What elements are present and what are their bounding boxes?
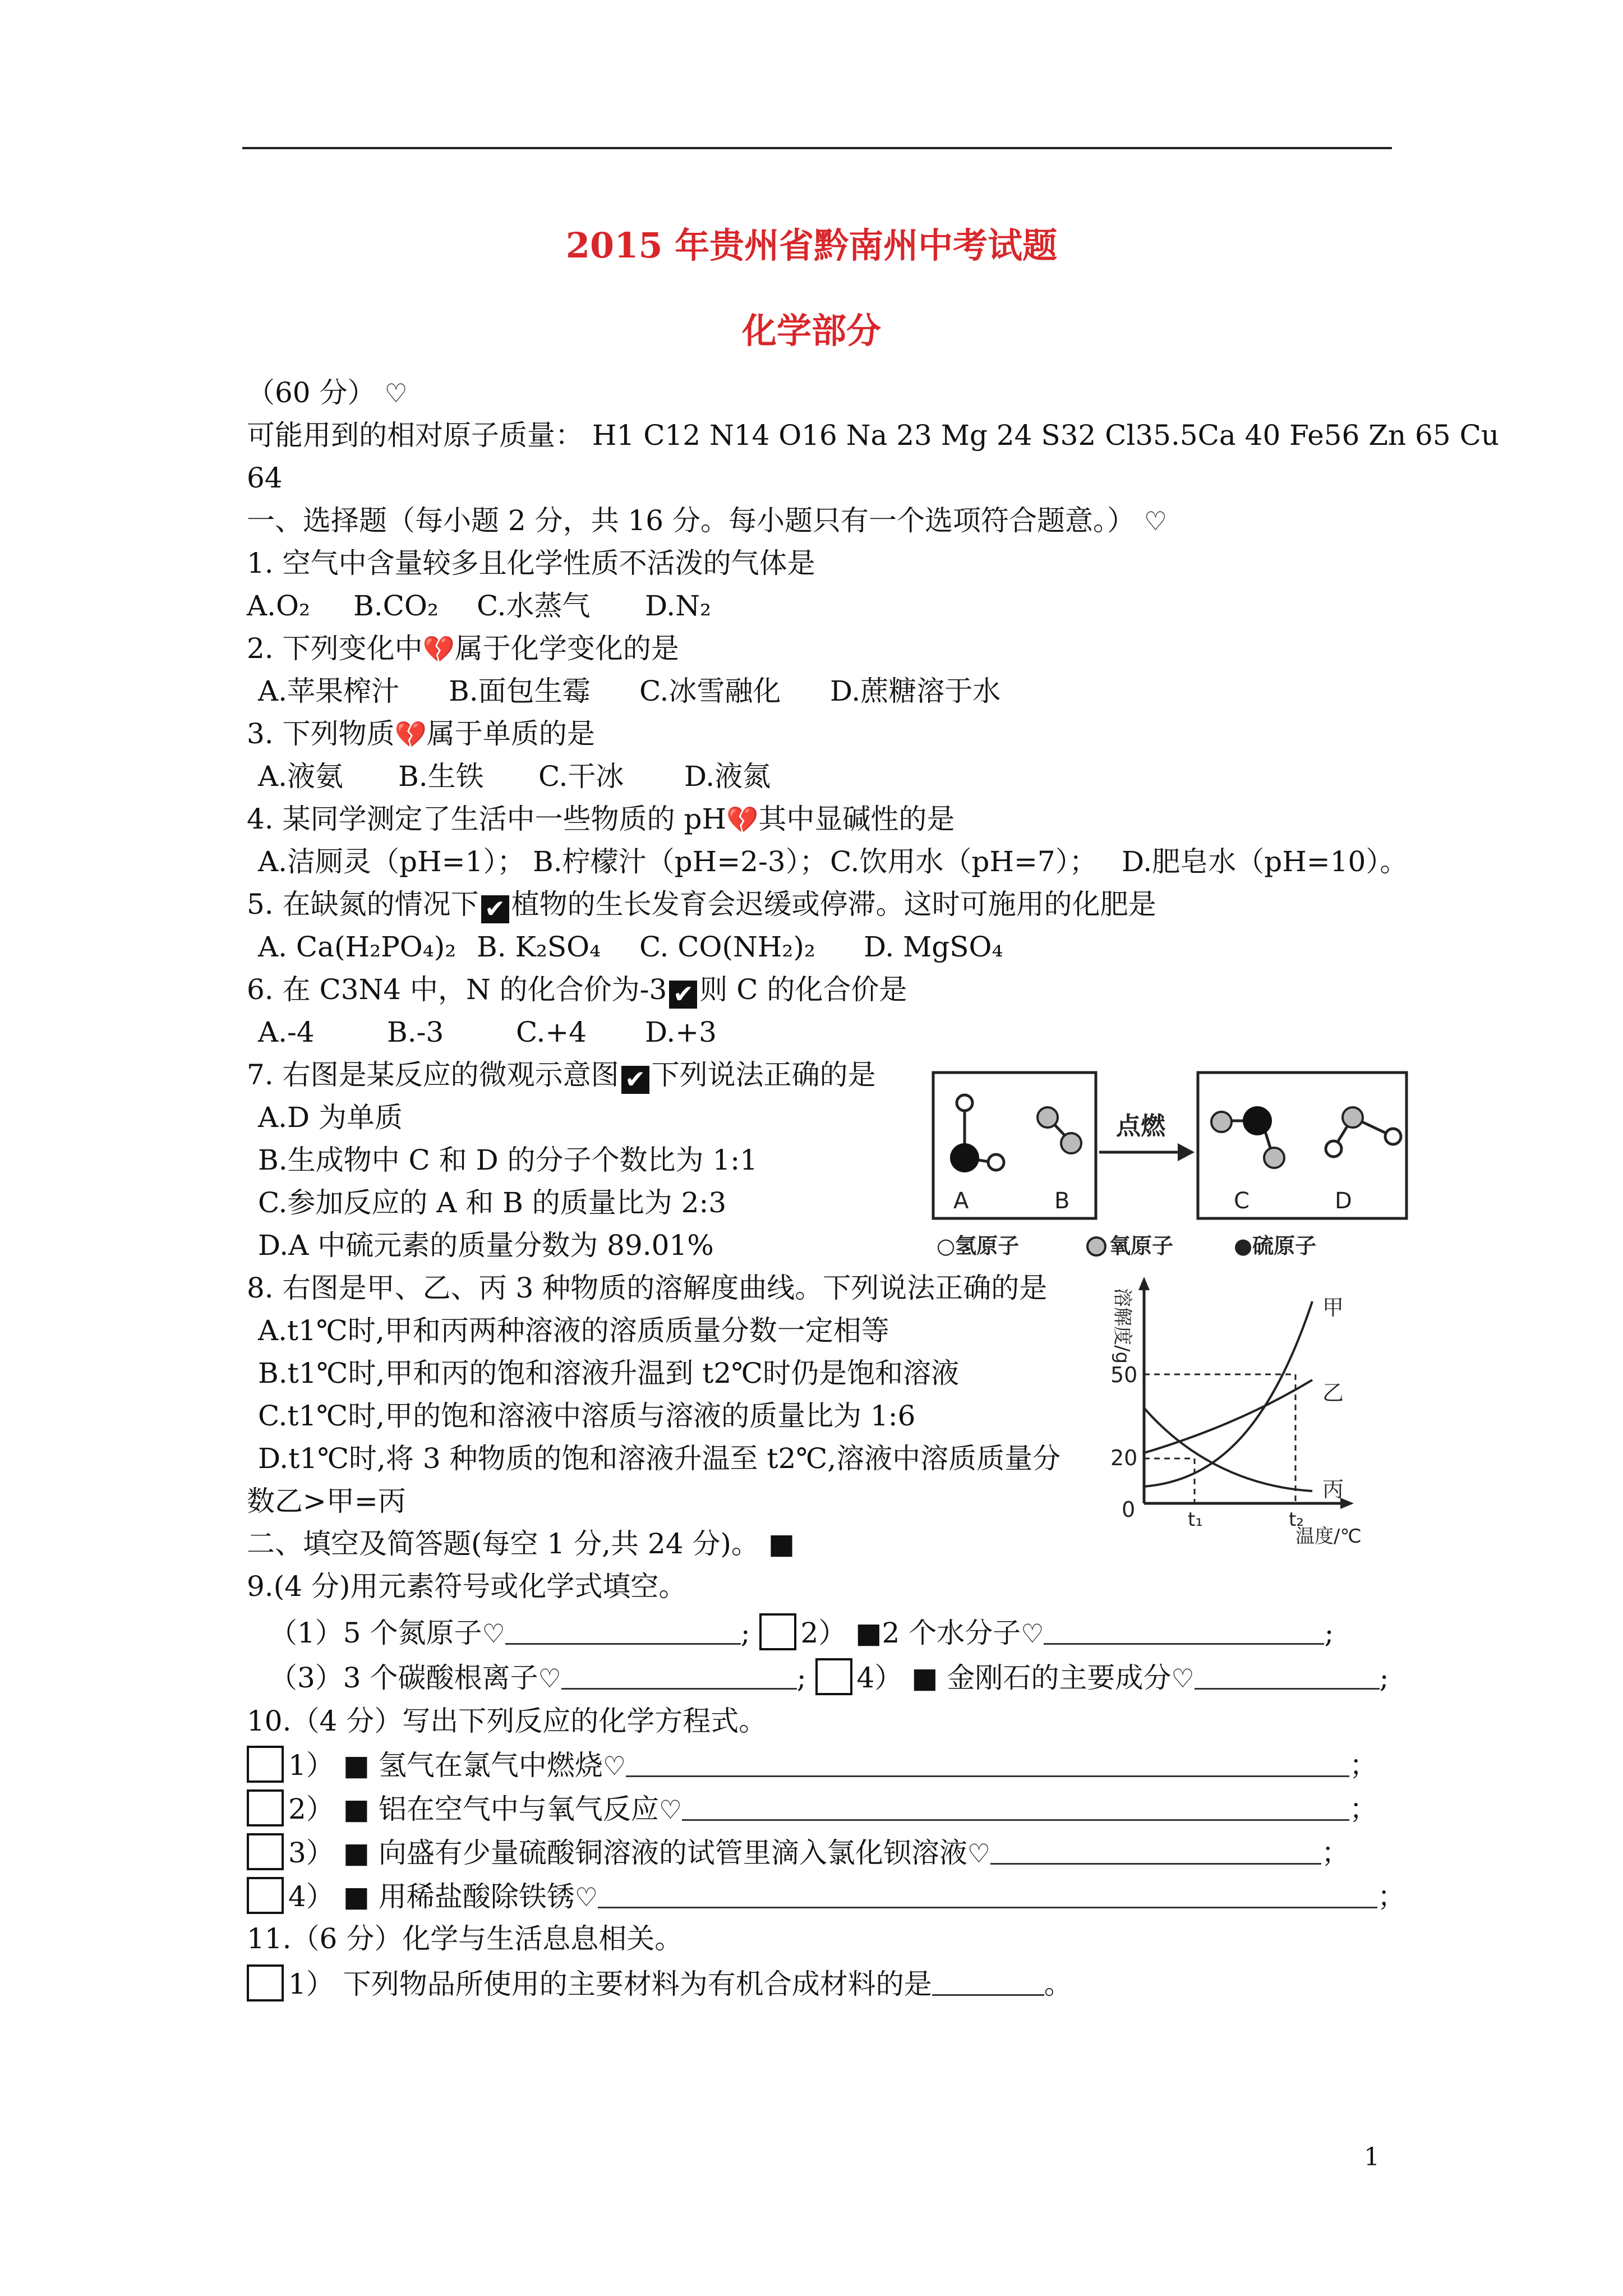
q1-stem: 1. 空气中含量较多且化学性质不活泼的气体是 [247, 547, 815, 579]
q5-stem [247, 886, 1156, 923]
semicolon: ; [796, 1662, 806, 1694]
oxygen-atom [1264, 1148, 1284, 1168]
arrow-label: 点燃 [1116, 1112, 1165, 1140]
checkbox[interactable] [759, 1613, 796, 1650]
score-line [247, 375, 408, 411]
molecule-label-c: C [1234, 1188, 1249, 1214]
q11-item-1 [247, 1964, 1072, 2002]
hydrogen-atom [957, 1095, 972, 1111]
q1-option-c: C.水蒸气 [477, 590, 591, 622]
q1-option-d: D.N₂ [645, 590, 711, 622]
q3-option-c: C.干冰 [538, 760, 624, 793]
q2-option-c: C.冰雪融化 [639, 675, 781, 707]
q11-answer-blank-1[interactable] [932, 1970, 1044, 1996]
broken-heart-icon: 💔 [394, 719, 427, 749]
sulfur-atom [1243, 1106, 1272, 1135]
y-tick-20: 20 [1110, 1446, 1138, 1470]
q4-stem-b: 其中显碱性的是 [758, 803, 955, 835]
checkmark-icon: ✔ [481, 895, 509, 923]
q10-answer-blank-3[interactable] [990, 1838, 1321, 1865]
q7-stem-a: 7. 右图是某反应的微观示意图 [247, 1059, 619, 1091]
q10-answer-blank-2[interactable] [682, 1795, 1349, 1821]
x-tick-t2: t₂ [1289, 1508, 1304, 1531]
oxygen-atom [1211, 1112, 1232, 1132]
q1-option-a: A.O₂ [247, 590, 311, 622]
q9-answer-blank-1[interactable] [505, 1618, 741, 1645]
q4-stem-a: 4. 某同学测定了生活中一些物质的 pH [247, 803, 727, 835]
heart-outline-icon: ♡ [482, 1618, 505, 1649]
checkbox[interactable] [247, 1833, 284, 1870]
q4-stem [247, 801, 955, 838]
heart-outline-icon: ♡ [538, 1663, 561, 1694]
molecule-label-a: A [953, 1188, 969, 1214]
score-text: （60 分） [247, 376, 376, 409]
q7-reaction-figure [931, 1068, 1413, 1270]
page-title: 2015 年贵州省黔南州中考试题 [565, 225, 1058, 266]
legend-sulfur: ●硫原子 [1234, 1234, 1317, 1258]
q3-option-d: D.液氮 [684, 760, 771, 793]
checkbox[interactable] [247, 1746, 284, 1783]
semicolon: ； [1349, 1793, 1378, 1825]
semicolon: ; [1379, 1662, 1389, 1694]
x-tick-t1: t₁ [1188, 1508, 1203, 1531]
q4-option-a: A.洁厕灵（pH=1）； [258, 845, 525, 878]
oxygen-atom [1061, 1133, 1081, 1153]
q3-option-a: A.液氨 [258, 760, 344, 793]
q9-answer-blank-2[interactable] [1044, 1618, 1324, 1645]
q10-answer-blank-1[interactable] [626, 1751, 1349, 1777]
section1-heading-line [247, 503, 1167, 539]
q9-item-4-num: 4） [856, 1662, 903, 1694]
q10-item-4-num: 4） [288, 1880, 334, 1913]
q7-stem [247, 1057, 876, 1094]
q11-item-1-end: 。 [1044, 1968, 1072, 2000]
heart-outline-icon: ♡ [1171, 1663, 1195, 1694]
heart-outline-icon: ♡ [384, 378, 408, 408]
black-square-icon: ■ [343, 1880, 370, 1913]
q5-option-b: B. K₂SO₄ [477, 931, 601, 963]
heart-outline-icon: ♡ [1021, 1618, 1044, 1649]
series-label-yi: 乙 [1322, 1381, 1344, 1405]
q10-item-2 [247, 1789, 1377, 1828]
q9-item-2-num: 2） [800, 1617, 847, 1649]
q10-item-4-text: 用稀盐酸除铁锈 [378, 1880, 575, 1913]
page-subtitle: 化学部分 [741, 310, 881, 351]
q2-option-b: B.面包生霉 [449, 675, 591, 707]
q6-options [258, 1014, 717, 1050]
q7-option-b: B.生成物中 C 和 D 的分子个数比为 1:1 [258, 1144, 758, 1176]
checkbox[interactable] [247, 1877, 284, 1914]
q4-option-b: B.柠檬汁（pH=2-3）； [533, 845, 828, 878]
series-label-jia: 甲 [1322, 1295, 1344, 1320]
q8-option-c: C.t1℃时,甲的饱和溶液中溶质与溶液的质量比为 1:6 [258, 1400, 916, 1432]
broken-heart-icon: 💔 [422, 634, 455, 664]
q1-options [247, 588, 711, 624]
semicolon: ； [1349, 1749, 1378, 1782]
q3-option-b: B.生铁 [398, 760, 484, 793]
q10-item-2-text: 铝在空气中与氧气反应 [378, 1793, 659, 1825]
legend-oxygen: 氧原子 [1109, 1234, 1174, 1258]
q11-stem: 11.（6 分）化学与生活息息相关。 [247, 1922, 683, 1955]
q6-option-b: B.-3 [387, 1016, 444, 1048]
q6-option-a: A.-4 [258, 1016, 315, 1048]
section2-heading: 二、填空及简答题(每空 1 分,共 24 分)。 [247, 1527, 759, 1560]
q10-answer-blank-4[interactable] [598, 1882, 1377, 1908]
q7-option-a: A.D 为单质 [258, 1101, 403, 1134]
curve-yi [1144, 1380, 1312, 1453]
page-number: 1 [1364, 2143, 1380, 2171]
q6-stem [247, 972, 907, 1009]
checkmark-icon: ✔ [621, 1066, 649, 1094]
black-square-icon: ■ [343, 1837, 370, 1869]
q5-option-a: A. Ca(H₂PO₄)₂ [258, 931, 457, 963]
q7-stem-b: 下列说法正确的是 [651, 1059, 876, 1091]
molecule-label-d: D [1335, 1188, 1352, 1214]
oxygen-atom [1343, 1107, 1363, 1128]
black-square-icon: ■ [343, 1749, 370, 1782]
q2-option-a: A.苹果榨汁 [258, 675, 400, 707]
series-label-bing: 丙 [1322, 1477, 1344, 1502]
q9-stem: 9.(4 分)用元素符号或化学式填空。 [247, 1570, 687, 1603]
semicolon: ； [1377, 1880, 1406, 1913]
q2-options [258, 673, 1000, 709]
q7-option-d: D.A 中硫元素的质量分数为 89.01% [258, 1229, 714, 1262]
checkmark-icon: ✔ [669, 981, 697, 1009]
q3-stem [247, 716, 595, 752]
semicolon: ; [1324, 1617, 1334, 1649]
checkbox[interactable] [247, 1789, 284, 1826]
top-rule [242, 147, 1392, 149]
q10-item-3-num: 3） [288, 1837, 334, 1869]
y-tick-50: 50 [1110, 1363, 1138, 1387]
q8-option-d-cont: 数乙>甲=丙 [247, 1485, 406, 1517]
q2-stem-b: 属于化学变化的是 [454, 632, 679, 665]
q10-item-3-text: 向盛有少量硫酸铜溶液的试管里滴入氯化钡溶液 [378, 1837, 967, 1869]
q5-stem-a: 5. 在缺氮的情况下 [247, 888, 479, 921]
q5-option-c: C. CO(NH₂)₂ [639, 931, 815, 963]
atomic-masses-cont: 64 [247, 462, 283, 494]
atomic-masses: 可能用到的相对原子质量： H1 C12 N14 O16 Na 23 Mg 24 S32 Cl35.5Ca 40 Fe56 Zn 65 Cu [247, 419, 1500, 452]
q2-option-d: D.蔗糖溶于水 [830, 675, 1001, 707]
molecule-label-b: B [1054, 1188, 1070, 1214]
q8-option-b: B.t1℃时,甲和丙的饱和溶液升温到 t2℃时仍是饱和溶液 [258, 1357, 960, 1389]
q9-row2 [269, 1658, 1389, 1696]
q4-option-c: C.饮用水（pH=7）； [830, 845, 1098, 878]
q6-stem-a: 6. 在 C3N4 中，N 的化合价为-3 [247, 973, 667, 1006]
q5-stem-b: 植物的生长发育会迟缓或停滞。这时可施用的化肥是 [511, 888, 1156, 921]
q9-answer-blank-4[interactable] [1195, 1663, 1380, 1690]
hydrogen-atom [1385, 1129, 1401, 1144]
q5-option-d: D. MgSO₄ [864, 931, 1003, 963]
black-square-icon: ■ [855, 1617, 882, 1649]
q4-option-d: D.肥皂水（pH=10）。 [1122, 845, 1408, 878]
q10-item-1-text: 氢气在氯气中燃烧 [378, 1749, 603, 1782]
q3-options [258, 758, 771, 794]
heart-outline-icon: ♡ [602, 1751, 626, 1781]
hydrogen-atom [1326, 1141, 1341, 1157]
q3-stem-b: 属于单质的是 [426, 717, 595, 750]
q4-options [258, 844, 1408, 880]
q8-option-a: A.t1℃时,甲和丙两种溶液的溶质质量分数一定相等 [258, 1314, 889, 1347]
q8-option-d: D.t1℃时,将 3 种物质的饱和溶液升温至 t2℃,溶液中溶质质量分 [258, 1442, 1061, 1475]
q9-item-1: （1）5 个氮原子 [269, 1617, 482, 1649]
legend-oxygen-symbol [1087, 1237, 1105, 1255]
semicolon: ； [1321, 1837, 1350, 1869]
q8-solubility-figure [1099, 1268, 1391, 1548]
sulfur-atom [950, 1143, 979, 1172]
q10-stem: 10.（4 分）写出下列反应的化学方程式。 [247, 1705, 767, 1737]
black-square-icon: ■ [768, 1527, 795, 1560]
q9-item-4: 金刚石的主要成分 [947, 1662, 1172, 1694]
section2-heading-line [247, 1526, 795, 1562]
legend-hydrogen: ○氢原子 [937, 1234, 1020, 1258]
heart-outline-icon: ♡ [658, 1795, 683, 1825]
q11-item-1-text: 下列物品所使用的主要材料为有机合成材料的是 [343, 1968, 932, 2000]
q9-row1 [269, 1613, 1334, 1651]
q9-item-2: 2 个水分子 [882, 1617, 1021, 1649]
q6-option-d: D.+3 [645, 1016, 717, 1048]
q3-stem-a: 3. 下列物质 [247, 717, 395, 750]
broken-heart-icon: 💔 [726, 804, 759, 835]
q10-item-4 [247, 1877, 1405, 1915]
q10-item-1 [247, 1746, 1377, 1784]
q2-stem [247, 631, 679, 667]
section1-heading: 一、选择题（每小题 2 分，共 16 分。每小题只有一个选项符合题意。） [247, 504, 1136, 537]
q7-option-c: C.参加反应的 A 和 B 的质量比为 2:3 [258, 1186, 727, 1219]
q6-option-c: C.+4 [516, 1016, 587, 1048]
semicolon: ; [740, 1617, 750, 1649]
q2-stem-a: 2. 下列变化中 [247, 632, 423, 665]
q1-option-b: B.CO₂ [353, 590, 439, 622]
x-axis-label: 温度/℃ [1295, 1525, 1362, 1548]
black-square-icon: ■ [343, 1793, 370, 1825]
product-box [1198, 1073, 1407, 1218]
q9-item-3: （3）3 个碳酸根离子 [269, 1662, 538, 1694]
q5-options [258, 929, 1003, 965]
q11-item-1-num: 1） [288, 1968, 334, 2000]
q10-item-1-num: 1） [288, 1749, 334, 1782]
q10-item-3 [247, 1833, 1349, 1871]
checkbox[interactable] [815, 1658, 852, 1695]
oxygen-atom [1038, 1107, 1058, 1128]
hydrogen-atom [988, 1154, 1004, 1170]
black-square-icon: ■ [911, 1662, 938, 1694]
heart-outline-icon: ♡ [967, 1838, 991, 1869]
q6-stem-b: 则 C 的化合价是 [699, 973, 907, 1006]
heart-outline-icon: ♡ [574, 1882, 598, 1912]
checkbox[interactable] [247, 1964, 284, 2001]
y-axis-label: 溶解度/g [1111, 1288, 1133, 1364]
y-tick-0: 0 [1122, 1497, 1136, 1522]
q9-answer-blank-3[interactable] [561, 1663, 797, 1690]
heart-outline-icon: ♡ [1144, 506, 1168, 536]
q10-item-2-num: 2） [288, 1793, 334, 1825]
q8-stem: 8. 右图是甲、乙、丙 3 种物质的溶解度曲线。下列说法正确的是 [247, 1272, 1048, 1304]
